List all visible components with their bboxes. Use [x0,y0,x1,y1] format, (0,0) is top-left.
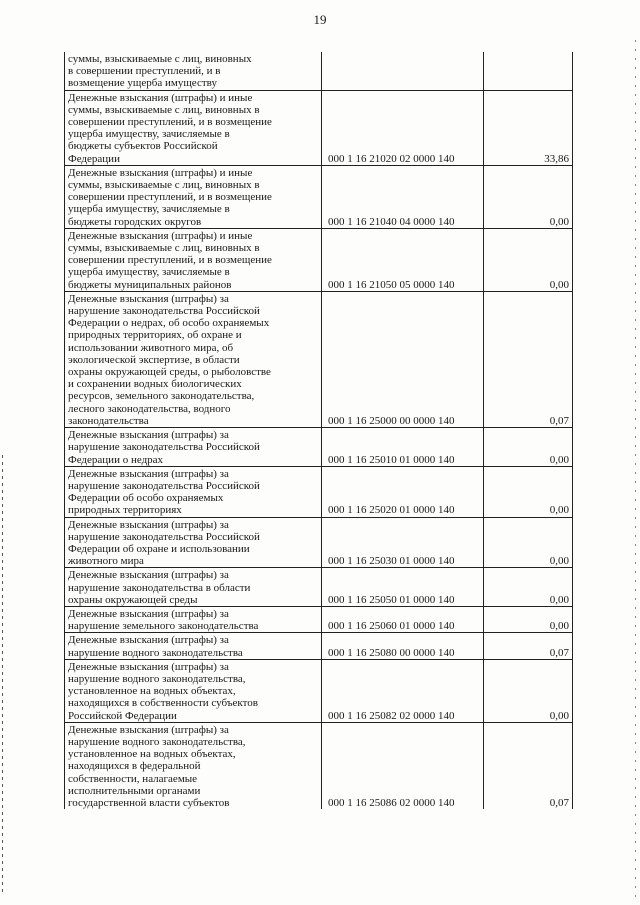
table-row [65,52,573,90]
row-name: Денежные взыскания (штрафы) за нарушение водного законодательства, установленное на водных объектах, находящихся в собственности субъектов Российской Федерации [65,659,322,722]
row-name: Денежные взыскания (штрафы) за нарушение законодательства в области охраны окружающей среды [65,568,322,607]
table-row [65,568,573,607]
row-code: 000 1 16 25060 01 0000 140 [322,606,484,632]
row-amount: 0,00 [484,428,573,467]
row-amount: 0,00 [484,606,573,632]
scan-edge-mark [2,455,3,895]
row-amount: 0,00 [484,165,573,228]
row-code [322,52,484,90]
row-name: Денежные взыскания (штрафы) за нарушение водного законодательства, установленное на водных объектах, находящихся в федеральной собственности, налагаемые исполнительными органами государственной власти субъектов [65,722,322,809]
row-amount: 0,07 [484,633,573,659]
row-amount: 0,07 [484,291,573,427]
row-code: 000 1 16 25086 02 0000 140 [322,722,484,809]
table-row [65,90,573,165]
row-amount: 0,00 [484,228,573,291]
row-name: Денежные взыскания (штрафы) и иные суммы, взыскиваемые с лиц, виновных в совершении преступлений, и в возмещение ущерба имуществу, зачисляемые в бюджеты муниципальных районов [65,228,322,291]
row-code: 000 1 16 25082 02 0000 140 [322,659,484,722]
row-amount: 0,00 [484,517,573,568]
row-code: 000 1 16 21040 04 0000 140 [322,165,484,228]
row-amount [484,52,573,90]
row-name: Денежные взыскания (штрафы) за нарушение законодательства Российской Федерации о недрах [65,428,322,467]
row-amount: 0,00 [484,466,573,517]
row-name: Денежные взыскания (штрафы) и иные суммы, взыскиваемые с лиц, виновных в совершении преступлений, и в возмещение ущерба имуществу, зачисляемые в бюджеты субъектов Российской Федерации [65,90,322,165]
row-name: Денежные взыскания (штрафы) за нарушение земельного законодательства [65,606,322,632]
row-code: 000 1 16 25080 00 0000 140 [322,633,484,659]
table-row [65,466,573,517]
row-amount: 0,07 [484,722,573,809]
row-name: Денежные взыскания (штрафы) за нарушение законодательства Российской Федерации об особо охраняемых природных территориях [65,466,322,517]
row-amount: 0,00 [484,659,573,722]
row-code: 000 1 16 25010 01 0000 140 [322,428,484,467]
row-code: 000 1 16 25030 01 0000 140 [322,517,484,568]
table-row [65,517,573,568]
table-row [65,606,573,632]
row-code: 000 1 16 21020 02 0000 140 [322,90,484,165]
table-row [65,633,573,659]
row-name: Денежные взыскания (штрафы) за нарушение законодательства Российской Федерации об охране и использовании животного мира [65,517,322,568]
table-row [65,428,573,467]
row-code: 000 1 16 21050 05 0000 140 [322,228,484,291]
page-number: 19 [313,12,327,27]
row-amount: 33,86 [484,90,573,165]
row-code: 000 1 16 25000 00 0000 140 [322,291,484,427]
row-name: Денежные взыскания (штрафы) за нарушение водного законодательства [65,633,322,659]
row-code: 000 1 16 25020 01 0000 140 [322,466,484,517]
row-name: Денежные взыскания (штрафы) и иные суммы, взыскиваемые с лиц, виновных в совершении преступлений, и в возмещение ущерба имуществу, зачисляемые в бюджеты городских округов [65,165,322,228]
row-amount: 0,00 [484,568,573,607]
table-row [65,228,573,291]
table-row [65,291,573,427]
row-code: 000 1 16 25050 01 0000 140 [322,568,484,607]
table-row [65,659,573,722]
scan-edge-mark [635,40,636,900]
table-row [65,722,573,809]
row-name: суммы, взыскиваемые с лиц, виновных в совершении преступлений, и в возмещение ущерба имуществу [65,52,322,90]
table-row [65,165,573,228]
revenue-table [64,52,573,809]
row-name: Денежные взыскания (штрафы) за нарушение законодательства Российской Федерации о недрах, об особо охраняемых природных территориях, об охране и использовании животного мира, об экологической экспертизе, в области охраны окружающей среды, о рыболовстве и сохранении водных биологических ресурсов, земельного законодательства, лесного законодательства, водного законодательства [65,291,322,427]
